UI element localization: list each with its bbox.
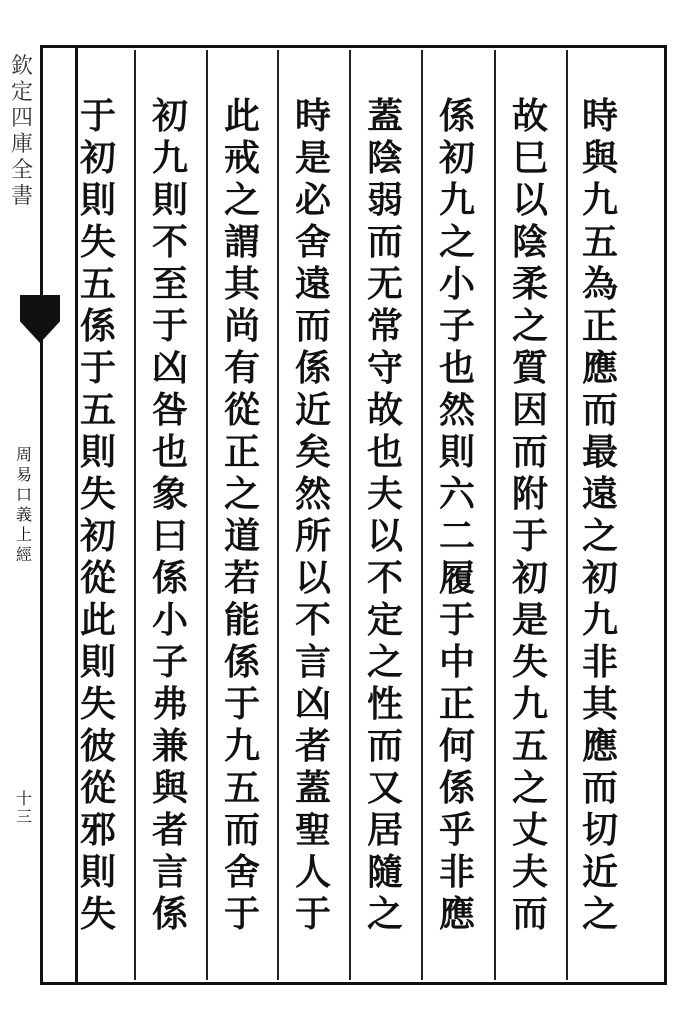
text-char: 以 [294, 557, 331, 599]
text-char: 正 [223, 431, 260, 473]
text-char: 舍 [294, 221, 331, 263]
text-char: 性 [366, 683, 403, 725]
text-char: 之 [511, 767, 548, 809]
text-char: 彼 [79, 725, 116, 767]
text-char: 乎 [438, 809, 475, 851]
text-char: 曰 [151, 515, 188, 557]
text-char: 小 [438, 263, 475, 305]
text-char: 初 [511, 557, 548, 599]
folio-char: 十 [15, 789, 32, 808]
text-char: 无 [366, 263, 403, 305]
text-char: 聖 [294, 809, 331, 851]
text-char: 矣 [294, 431, 331, 473]
text-char: 而 [511, 431, 548, 473]
text-char: 而 [366, 221, 403, 263]
text-char: 是 [511, 599, 548, 641]
text-char: 尚 [223, 305, 260, 347]
book-title-char: 易 [15, 465, 32, 484]
text-char: 失 [79, 221, 116, 263]
book-title-char: 周 [15, 445, 32, 464]
text-char: 五 [511, 725, 548, 767]
text-char: 正 [438, 683, 475, 725]
text-column [140, 95, 200, 975]
text-char: 子 [151, 641, 188, 683]
text-char: 小 [151, 599, 188, 641]
text-char: 其 [223, 263, 260, 305]
text-char: 戒 [223, 137, 260, 179]
text-column [355, 95, 415, 975]
text-char: 之 [366, 893, 403, 935]
text-char: 而 [581, 767, 618, 809]
text-char: 者 [294, 725, 331, 767]
text-char: 非 [438, 851, 475, 893]
text-char: 子 [438, 305, 475, 347]
text-column [212, 95, 272, 975]
text-char: 謂 [223, 221, 260, 263]
text-char: 遠 [581, 473, 618, 515]
text-char: 象 [151, 473, 188, 515]
text-char: 于 [223, 683, 260, 725]
text-char: 又 [366, 767, 403, 809]
text-char: 九 [581, 599, 618, 641]
text-char: 則 [79, 431, 116, 473]
column-rule [277, 50, 279, 980]
text-char: 則 [79, 641, 116, 683]
text-char: 于 [438, 599, 475, 641]
text-char: 失 [79, 473, 116, 515]
text-char: 以 [366, 515, 403, 557]
margin-header-char: 欽 [10, 54, 33, 79]
text-char: 而 [581, 389, 618, 431]
text-column [500, 95, 560, 975]
text-char: 故 [511, 95, 548, 137]
text-char: 邪 [79, 809, 116, 851]
text-char: 故 [366, 389, 403, 431]
text-char: 五 [79, 263, 116, 305]
text-char: 是 [294, 137, 331, 179]
book-title [12, 445, 36, 565]
text-char: 初 [79, 137, 116, 179]
text-char: 則 [79, 851, 116, 893]
text-char: 正 [581, 305, 618, 347]
text-char: 從 [79, 557, 116, 599]
text-char: 而 [511, 893, 548, 935]
text-char: 係 [294, 347, 331, 389]
text-char: 于 [511, 515, 548, 557]
text-char: 于 [223, 893, 260, 935]
text-char: 丈 [511, 809, 548, 851]
text-char: 則 [151, 179, 188, 221]
text-char: 然 [294, 473, 331, 515]
column-rule [566, 50, 568, 980]
text-char: 常 [366, 305, 403, 347]
text-char: 九 [581, 179, 618, 221]
text-char: 從 [223, 389, 260, 431]
text-char: 不 [294, 599, 331, 641]
text-char: 蓋 [294, 767, 331, 809]
text-char: 也 [366, 431, 403, 473]
text-char: 從 [79, 767, 116, 809]
text-char: 若 [223, 557, 260, 599]
margin-header-char: 庫 [10, 132, 33, 157]
text-char: 質 [511, 347, 548, 389]
text-char: 然 [438, 389, 475, 431]
text-char: 不 [366, 557, 403, 599]
text-char: 以 [511, 179, 548, 221]
text-char: 近 [581, 851, 618, 893]
text-char: 咎 [151, 389, 188, 431]
column-rule [206, 50, 208, 980]
column-rule [421, 50, 423, 980]
text-char: 係 [223, 641, 260, 683]
text-char: 必 [294, 179, 331, 221]
text-char: 與 [151, 767, 188, 809]
text-char: 其 [581, 683, 618, 725]
text-char: 定 [366, 599, 403, 641]
text-char: 時 [581, 95, 618, 137]
text-char: 言 [294, 641, 331, 683]
text-char: 遠 [294, 263, 331, 305]
text-char: 弗 [151, 683, 188, 725]
text-char: 于 [79, 95, 116, 137]
text-char: 六 [438, 473, 475, 515]
text-char: 守 [366, 347, 403, 389]
text-char: 時 [294, 95, 331, 137]
text-char: 于 [294, 893, 331, 935]
text-char: 因 [511, 389, 548, 431]
text-char: 道 [223, 515, 260, 557]
text-char: 九 [223, 725, 260, 767]
text-char: 之 [581, 893, 618, 935]
text-char: 有 [223, 347, 260, 389]
text-char: 隨 [366, 851, 403, 893]
text-char: 係 [151, 893, 188, 935]
text-char: 也 [438, 347, 475, 389]
text-column [570, 95, 630, 975]
text-char: 應 [438, 893, 475, 935]
text-char: 之 [223, 473, 260, 515]
text-char: 二 [438, 515, 475, 557]
text-char: 陰 [366, 137, 403, 179]
book-title-char: 經 [15, 545, 32, 564]
text-char: 之 [438, 221, 475, 263]
text-char: 應 [581, 347, 618, 389]
text-char: 初 [438, 137, 475, 179]
text-char: 失 [511, 641, 548, 683]
column-rule [494, 50, 496, 980]
text-char: 為 [581, 263, 618, 305]
text-char: 人 [294, 851, 331, 893]
text-char: 而 [294, 305, 331, 347]
text-char: 此 [223, 95, 260, 137]
text-char: 之 [366, 641, 403, 683]
text-char: 之 [223, 179, 260, 221]
text-char: 中 [438, 641, 475, 683]
book-title-char: 義 [15, 505, 32, 524]
text-char: 九 [438, 179, 475, 221]
text-char: 最 [581, 431, 618, 473]
margin-header-char: 四 [10, 106, 33, 131]
text-char: 夫 [366, 473, 403, 515]
margin-header-char: 定 [10, 80, 33, 105]
text-char: 履 [438, 557, 475, 599]
text-char: 蓋 [366, 95, 403, 137]
margin-header-char: 書 [10, 184, 33, 209]
text-char: 弱 [366, 179, 403, 221]
text-char: 此 [79, 599, 116, 641]
text-char: 至 [151, 263, 188, 305]
text-char: 九 [151, 137, 188, 179]
book-title-char: 上 [15, 525, 32, 544]
text-char: 能 [223, 599, 260, 641]
text-char: 失 [79, 683, 116, 725]
text-char: 于 [79, 347, 116, 389]
text-char: 附 [511, 473, 548, 515]
folio-char: 三 [15, 807, 32, 826]
folio-number [12, 790, 36, 826]
text-char: 陰 [511, 221, 548, 263]
text-char: 與 [581, 137, 618, 179]
text-column [68, 95, 128, 975]
margin-header-char: 全 [10, 158, 33, 183]
text-char: 舍 [223, 851, 260, 893]
text-char: 之 [581, 515, 618, 557]
text-char: 初 [581, 557, 618, 599]
text-column [283, 95, 343, 975]
text-char: 切 [581, 809, 618, 851]
text-char: 應 [581, 725, 618, 767]
text-char: 夫 [511, 851, 548, 893]
column-rule [349, 50, 351, 980]
text-column [427, 95, 487, 975]
text-char: 而 [223, 809, 260, 851]
text-char: 所 [294, 515, 331, 557]
text-char: 于 [151, 305, 188, 347]
text-char: 之 [511, 305, 548, 347]
text-char: 九 [511, 683, 548, 725]
text-char: 五 [223, 767, 260, 809]
margin-header [8, 55, 36, 211]
text-char: 兼 [151, 725, 188, 767]
text-char: 初 [79, 515, 116, 557]
text-char: 而 [366, 725, 403, 767]
text-char: 居 [366, 809, 403, 851]
text-char: 非 [581, 641, 618, 683]
text-char: 初 [151, 95, 188, 137]
text-char: 則 [438, 431, 475, 473]
text-char: 則 [79, 179, 116, 221]
text-char: 係 [151, 557, 188, 599]
text-char: 凶 [294, 683, 331, 725]
text-char: 係 [438, 95, 475, 137]
column-rule [134, 50, 136, 980]
text-char: 柔 [511, 263, 548, 305]
text-char: 巳 [511, 137, 548, 179]
text-char: 何 [438, 725, 475, 767]
text-char: 近 [294, 389, 331, 431]
text-char: 五 [581, 221, 618, 263]
book-title-char: 口 [15, 485, 32, 504]
text-char: 係 [79, 305, 116, 347]
text-char: 五 [79, 389, 116, 431]
text-char: 不 [151, 221, 188, 263]
text-char: 者 [151, 809, 188, 851]
text-char: 係 [438, 767, 475, 809]
text-char: 失 [79, 893, 116, 935]
text-char: 言 [151, 851, 188, 893]
text-char: 凶 [151, 347, 188, 389]
text-char: 也 [151, 431, 188, 473]
